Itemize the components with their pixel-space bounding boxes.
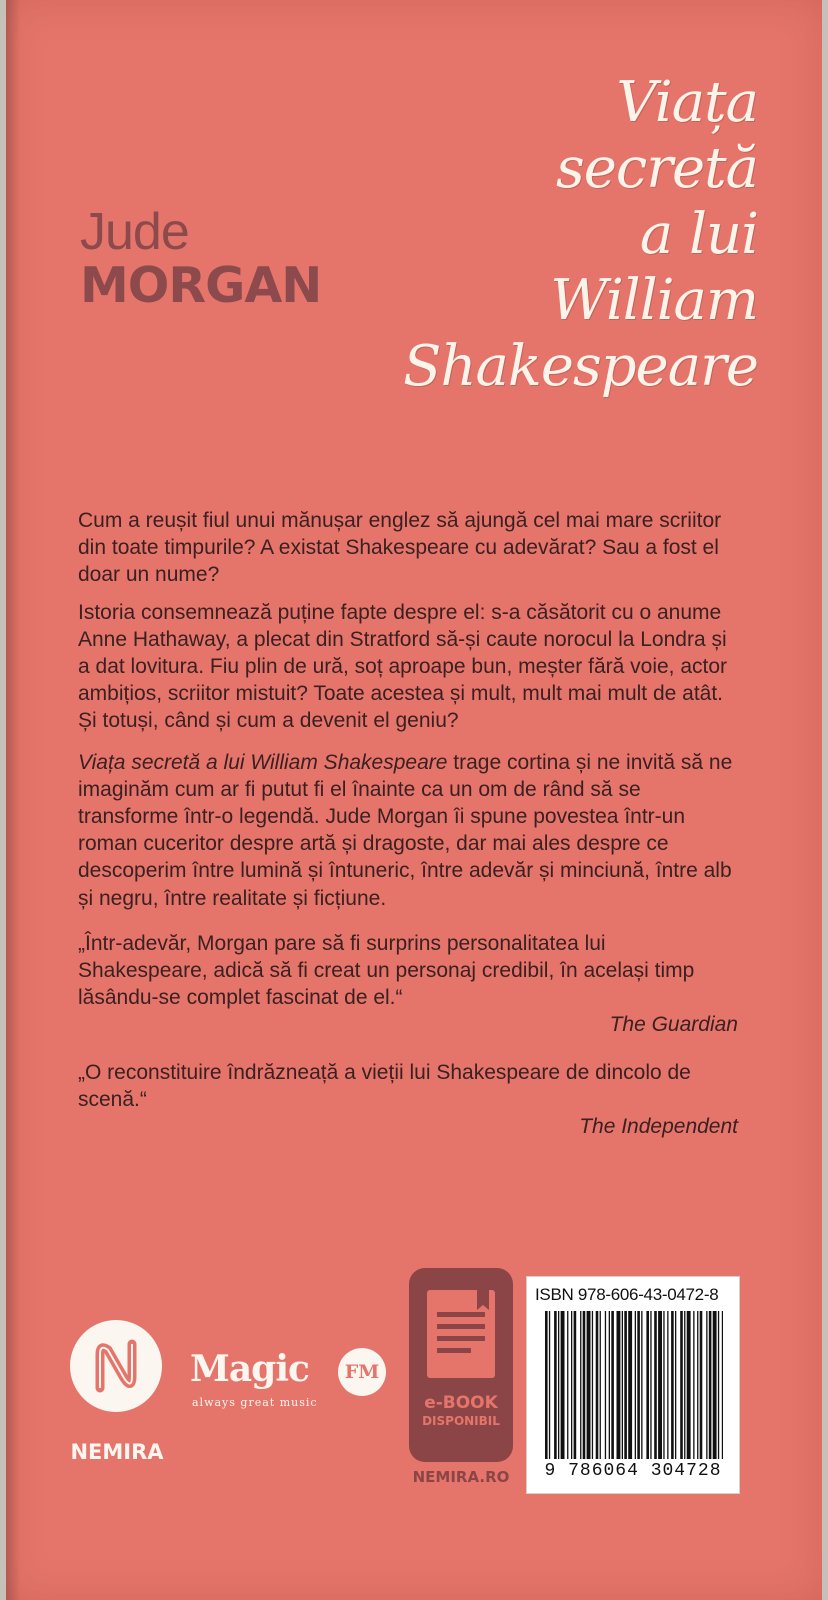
ean-digits: 9 786064 304728 xyxy=(544,1461,722,1481)
barcode-bars xyxy=(545,1311,723,1459)
barcode-bar xyxy=(609,1311,610,1459)
barcode-bar xyxy=(617,1311,621,1459)
blurb-paragraph: Cum a reușit fiul unui mănușar englez să ajungă cel mai mare scriitor din toate timpurile? A existat Shakespeare cu adevărat? Sau a fost el doar un nume? xyxy=(78,509,722,587)
barcode-bar xyxy=(718,1311,719,1459)
title-line: secretă xyxy=(555,136,758,201)
barcode-bar xyxy=(680,1311,683,1459)
barcode-bar xyxy=(637,1311,640,1459)
barcode-bar xyxy=(624,1311,627,1459)
title-line: a lui xyxy=(639,202,758,267)
title-line: Viața xyxy=(616,70,758,135)
barcode-bar xyxy=(693,1311,694,1459)
author-last-name: MORGAN xyxy=(80,257,322,314)
ebook-label-line: DISPONIBIL xyxy=(422,1414,500,1428)
barcode-bar xyxy=(650,1311,651,1459)
review-source: The Guardian xyxy=(609,1013,738,1037)
ebook-document-icon xyxy=(427,1290,495,1378)
barcode-bar xyxy=(549,1311,550,1459)
book-back-cover xyxy=(6,0,822,1600)
barcode-bar xyxy=(654,1311,657,1459)
review-source: The Independent xyxy=(579,1115,738,1139)
ebook-label xyxy=(415,1394,507,1430)
barcode-bar xyxy=(596,1311,599,1459)
barcode-bar xyxy=(700,1311,703,1459)
ebook-doc-line xyxy=(437,1336,485,1341)
barcode-bar xyxy=(571,1311,572,1459)
ebook-label-line: e-BOOK xyxy=(424,1393,498,1413)
blurb-paragraph-text: trage cortina și ne invită să ne imaginăm cum ar fi putut fi el înainte ca un om de rând să se transforme într-o legendă. Jude Morgan îi spune povestea într-un roman cuceritor despre artă și dragoste, dar mai ales despre ce descoperim între lumină și întuneric, între adevăr și minciună, între alb și negru, între realitate și ficțiune. xyxy=(78,750,733,910)
barcode-bar xyxy=(667,1311,668,1459)
ebook-box xyxy=(409,1268,513,1462)
barcode-bar xyxy=(684,1311,685,1459)
barcode-bar xyxy=(592,1311,593,1459)
barcode-bar xyxy=(545,1311,548,1459)
barcode-bar xyxy=(687,1311,691,1459)
barcode-bar xyxy=(646,1311,649,1459)
barcode-bar xyxy=(641,1311,642,1459)
barcode-bar xyxy=(622,1311,623,1459)
ebook-badge xyxy=(406,1268,516,1494)
barcode-bar xyxy=(635,1311,636,1459)
review-quote: „O reconstituire îndrăzneață a vieții lui Shakespeare de dincolo de scenă.“ xyxy=(78,1060,691,1111)
magic-wordmark: Magic xyxy=(190,1348,309,1390)
barcode-bar xyxy=(554,1311,557,1459)
nemira-logo xyxy=(62,1320,172,1490)
barcode-bar xyxy=(583,1311,586,1459)
barcode-bar xyxy=(558,1311,559,1459)
magic-fm-logo xyxy=(190,1348,400,1428)
barcode-bar xyxy=(713,1311,717,1459)
nemira-n-icon xyxy=(70,1320,162,1412)
barcode-bar xyxy=(605,1311,606,1459)
barcode-bar xyxy=(561,1311,565,1459)
nemira-wordmark: NEMIRA xyxy=(70,1440,164,1464)
barcode-bar xyxy=(675,1311,676,1459)
blurb-paragraph: Istoria consemnează puține fapte despre el: s-a căsătorit cu o anume Anne Hathaway, a plecat din Stratford să-și caute norocul la Londra și a dat lovitura. Fiu plin de ură, soț aproape bun, meșter fără voie, actor ambițios, scriitor mistuit? Toate acestea și mult, mult mai mult de atât. Și totuși, când și cum a devenit el geniu? xyxy=(78,600,728,733)
author-first-name: Jude xyxy=(80,203,189,261)
barcode-bar xyxy=(658,1311,662,1459)
barcode-bar xyxy=(628,1311,632,1459)
ebook-doc-line xyxy=(437,1324,485,1329)
blurb-book-title: Viața secretă a lui William Shakespeare xyxy=(78,750,448,774)
barcode-bar xyxy=(671,1311,674,1459)
barcode-bar xyxy=(567,1311,568,1459)
magic-fm-badge: FM xyxy=(338,1348,386,1396)
barcode-bar xyxy=(706,1311,707,1459)
title-line: William xyxy=(550,268,758,333)
barcode-bar xyxy=(587,1311,591,1459)
ebook-doc-line xyxy=(437,1348,471,1353)
review-quote: „Într-adevăr, Morgan pare să fi surprins personalitatea lui Shakespeare, adică să fi creat un personaj credibil, în același timp lăsându-se complet fascinat de el.“ xyxy=(78,931,695,1010)
barcode-bar xyxy=(709,1311,712,1459)
blurb-paragraph xyxy=(78,749,738,912)
barcode-bar xyxy=(600,1311,601,1459)
barcode-bar xyxy=(722,1311,723,1459)
book-title xyxy=(338,70,758,400)
barcode-bar xyxy=(574,1311,577,1459)
bookmark-icon xyxy=(477,1290,489,1310)
title-line: Shakespeare xyxy=(403,334,758,399)
blurb xyxy=(78,507,738,1140)
barcode-bar xyxy=(611,1311,614,1459)
barcode-bar xyxy=(697,1311,698,1459)
isbn-label: ISBN 978-606-43-0472-8 xyxy=(535,1285,719,1304)
barcode-bar xyxy=(580,1311,581,1459)
magic-tagline: always great music xyxy=(192,1396,318,1409)
barcode-bar xyxy=(663,1311,664,1459)
ebook-website: NEMIRA.RO xyxy=(412,1468,510,1486)
ebook-doc-line xyxy=(437,1312,485,1317)
isbn-barcode xyxy=(526,1276,740,1494)
author-name xyxy=(80,205,321,313)
